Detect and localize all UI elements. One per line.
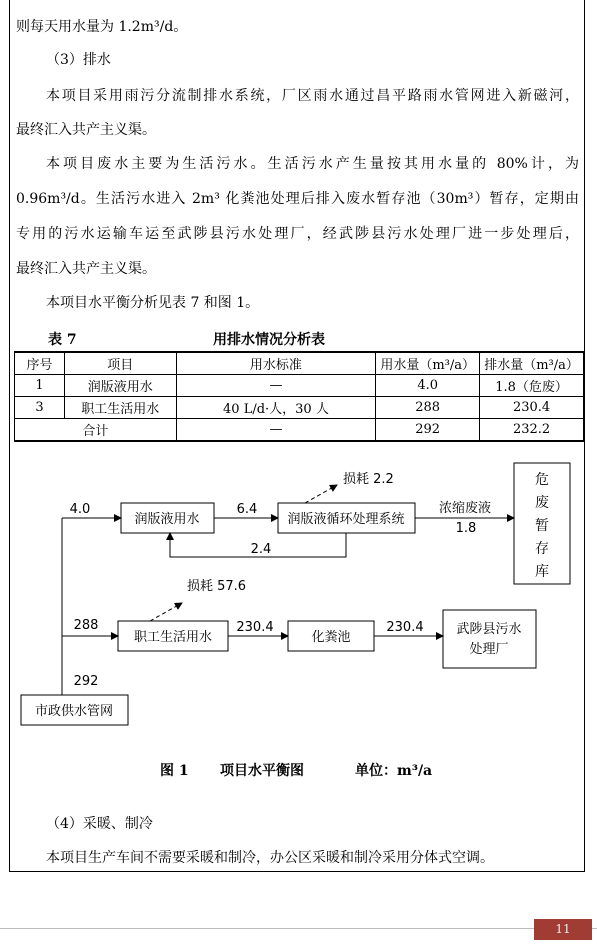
table-header: 用水量（m³/a） bbox=[376, 352, 480, 375]
table-total-discharge: 232.2 bbox=[480, 419, 584, 442]
table-row bbox=[15, 375, 584, 397]
table-cell: 润版液用水 bbox=[64, 375, 176, 397]
table-header: 序号 bbox=[15, 352, 65, 375]
paragraph-rain-line2: 最终汇入共产主义渠。 bbox=[16, 122, 156, 138]
paragraph-rain-line1: 本项目采用雨污分流制排水系统，厂区雨水通过昌平路雨水管网进入新磁河， bbox=[46, 88, 579, 104]
table-cell: 3 bbox=[15, 397, 65, 419]
label-in-runban: 4.0 bbox=[69, 502, 91, 517]
node-septic: 化粪池 bbox=[311, 630, 351, 645]
node-plant-line1: 武陟县污水 bbox=[456, 622, 522, 637]
node-plant-line2: 处理厂 bbox=[469, 642, 509, 657]
table-caption-title: 用排水情况分析表 bbox=[213, 332, 325, 348]
node-supply: 市政供水管网 bbox=[34, 704, 114, 719]
paragraph-heating: 本项目生产车间不需要采暖和制冷，办公区采暖和制冷采用分体式空调。 bbox=[46, 850, 494, 866]
table-cell: 职工生活用水 bbox=[64, 397, 176, 419]
paragraph-sewage-line2: 0.96m³/d。生活污水进入 2m³ 化粪池处理后排入废水暂存池（30m³）暂存，定期由 bbox=[16, 191, 579, 207]
table-cell: 288 bbox=[376, 397, 480, 419]
water-use-table bbox=[14, 351, 584, 442]
label-staff-septic: 230.4 bbox=[236, 620, 274, 635]
table-cell: 1 bbox=[15, 375, 65, 397]
table-header: 用水标准 bbox=[176, 352, 376, 375]
label-concentrate: 浓缩废液 bbox=[438, 501, 492, 516]
table-total-row bbox=[15, 419, 584, 442]
paragraph-sewage-line1: 本项目废水主要为生活污水。生活污水产生量按其用水量的 80%计，为 bbox=[46, 156, 579, 172]
node-runban: 润版液用水 bbox=[134, 512, 200, 527]
water-balance-diagram bbox=[0, 455, 597, 745]
paragraph-water-use: 则每天用水量为 1.2m³/d。 bbox=[16, 19, 188, 35]
label-loss-cycle: 损耗 2.2 bbox=[343, 472, 394, 487]
heading-drainage: （3）排水 bbox=[46, 52, 111, 68]
table-total-standard: — bbox=[176, 419, 376, 442]
label-loss-staff: 损耗 57.6 bbox=[187, 579, 247, 594]
label-in-staff: 288 bbox=[73, 618, 99, 633]
label-concentrate-value: 1.8 bbox=[455, 521, 477, 536]
label-supply-total: 292 bbox=[73, 674, 99, 689]
label-recycle: 2.4 bbox=[250, 542, 272, 557]
arrow-loss-cycle bbox=[305, 485, 337, 503]
node-hazard-char: 库 bbox=[535, 564, 549, 580]
table-cell: 230.4 bbox=[480, 397, 584, 419]
node-cycle: 润版液循环处理系统 bbox=[287, 512, 405, 527]
paragraph-balance-ref: 本项目水平衡分析见表 7 和图 1。 bbox=[46, 295, 260, 311]
figure-unit: 单位：m³/a bbox=[355, 763, 433, 779]
table-cell: — bbox=[176, 375, 376, 397]
node-hazard-char: 暂 bbox=[535, 518, 549, 534]
table-cell: 4.0 bbox=[376, 375, 480, 397]
table-total-label: 合计 bbox=[15, 419, 177, 442]
figure-title: 项目水平衡图 bbox=[220, 763, 304, 779]
node-staff: 职工生活用水 bbox=[133, 630, 213, 645]
page-number: 11 bbox=[534, 919, 592, 940]
table-header: 排水量（m³/a） bbox=[480, 352, 584, 375]
table-cell: 1.8（危废） bbox=[480, 375, 584, 397]
table-caption-number: 表 7 bbox=[48, 332, 77, 348]
box-plant bbox=[443, 610, 536, 668]
arrow-loss-staff bbox=[150, 603, 182, 621]
paragraph-sewage-line4: 最终汇入共产主义渠。 bbox=[16, 261, 156, 277]
heading-heating: （4）采暖、制冷 bbox=[46, 816, 153, 832]
table-row bbox=[15, 397, 584, 419]
node-hazard-char: 存 bbox=[535, 541, 549, 557]
figure-number: 图 1 bbox=[160, 763, 189, 779]
label-runban-cycle: 6.4 bbox=[236, 502, 258, 517]
table-cell: 40 L/d·人，30 人 bbox=[176, 397, 376, 419]
node-hazard-char: 危 bbox=[535, 472, 549, 488]
table-header: 项目 bbox=[64, 352, 176, 375]
paragraph-sewage-line3: 专用的污水运输车运至武陟县污水处理厂，经武陟县污水处理厂进一步处理后， bbox=[16, 226, 579, 242]
table-total-use: 292 bbox=[376, 419, 480, 442]
footer-rule bbox=[0, 928, 597, 929]
label-septic-plant: 230.4 bbox=[386, 620, 424, 635]
node-hazard-char: 废 bbox=[535, 495, 549, 511]
table-header-row bbox=[15, 352, 584, 375]
